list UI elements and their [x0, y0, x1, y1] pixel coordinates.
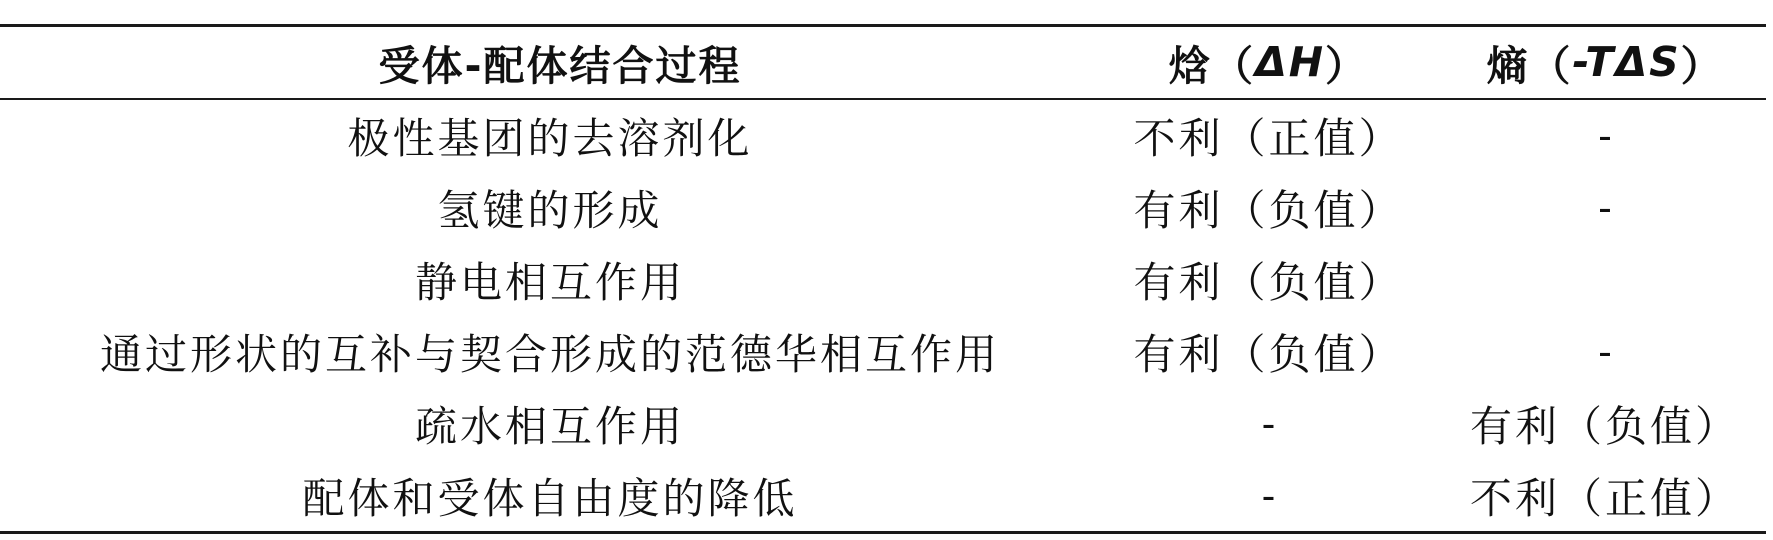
entropy-cell: 有利（负值）: [1469, 402, 1740, 451]
header-process-label: 受体-配体结合过程: [378, 41, 742, 90]
header-entropy-symbol: -TΔS: [1572, 38, 1681, 86]
enthalpy-cell: 有利（负值）: [1133, 186, 1404, 235]
enthalpy-cell: 有利（负值）: [1133, 330, 1404, 379]
header-enthalpy-symbol: ΔH: [1254, 38, 1326, 86]
table-row: [0, 388, 1773, 460]
header-process: [10, 26, 1110, 98]
entropy-cell: [1437, 244, 1773, 316]
header-entropy-suffix: ）: [1680, 41, 1724, 90]
header-enthalpy-suffix: ）: [1325, 41, 1369, 90]
entropy-cell: -: [1598, 186, 1612, 230]
process-cell: 氢键的形成: [437, 186, 663, 235]
enthalpy-cell: 有利（负值）: [1133, 258, 1404, 307]
entropy-cell: -: [1598, 330, 1612, 374]
enthalpy-cell: -: [1261, 474, 1276, 518]
process-cell: 极性基团的去溶剂化: [347, 114, 753, 163]
process-cell: 静电相互作用: [414, 258, 685, 307]
table-header-row: [0, 26, 1773, 98]
entropy-cell: 不利（正值）: [1469, 474, 1740, 523]
header-enthalpy: [1100, 26, 1437, 98]
table-row: [0, 172, 1773, 244]
header-entropy-prefix: 熵（: [1486, 41, 1573, 90]
header-entropy: [1437, 26, 1773, 98]
process-cell: 配体和受体自由度的降低: [302, 474, 798, 523]
enthalpy-cell: 不利（正值）: [1133, 114, 1404, 163]
table-row: [0, 244, 1773, 316]
entropy-cell: -: [1598, 114, 1612, 158]
enthalpy-cell: -: [1261, 402, 1276, 446]
table-bottom-rule: [0, 531, 1766, 534]
process-cell: 通过形状的互补与契合形成的范德华相互作用: [99, 330, 1000, 379]
table-row: [0, 460, 1773, 532]
process-cell: 疏水相互作用: [414, 402, 685, 451]
table-row: [0, 100, 1773, 172]
table-row: [0, 316, 1773, 388]
header-enthalpy-prefix: 焓（: [1168, 41, 1255, 90]
